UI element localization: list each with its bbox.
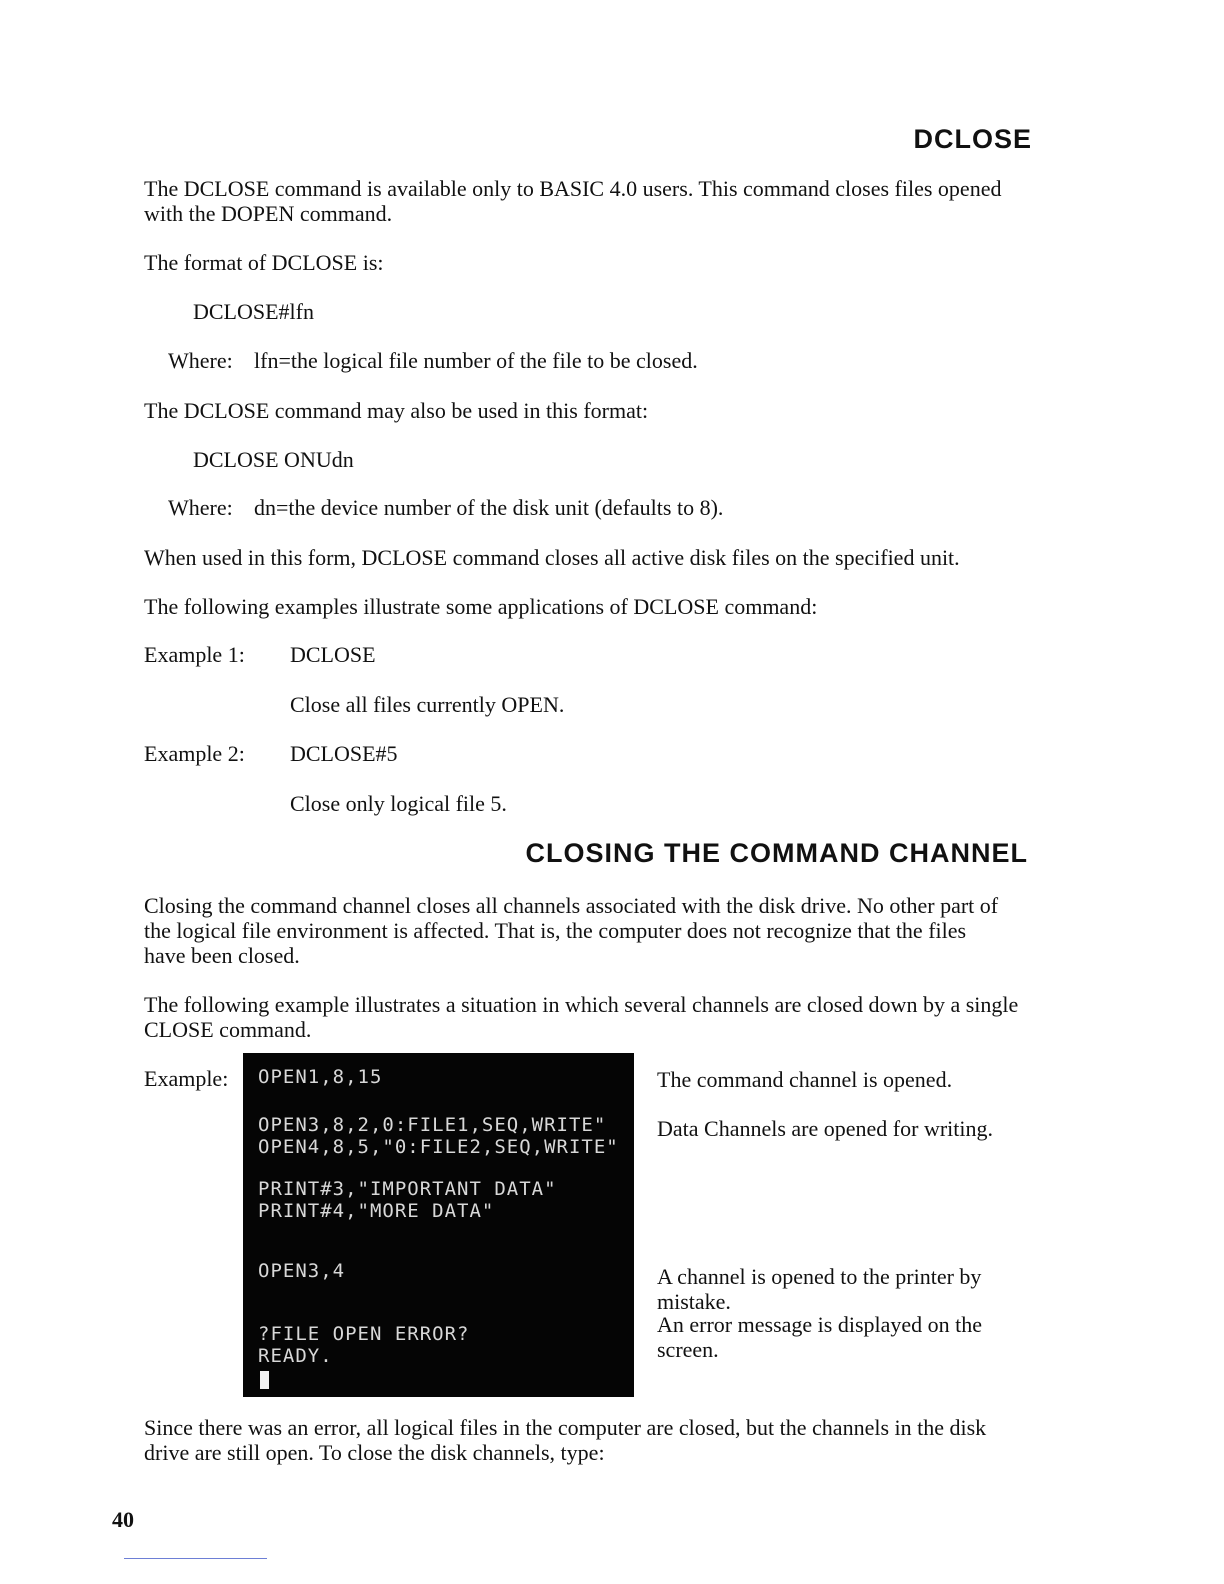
example-label: Example 2: bbox=[144, 741, 245, 766]
terminal-line: OPEN3,4 bbox=[258, 1260, 346, 1282]
where-label-1: Where: bbox=[168, 348, 233, 373]
example-label: Example 1: bbox=[144, 642, 245, 667]
where-text-2: dn=the device number of the disk unit (defaults to 8). bbox=[254, 495, 724, 520]
annotation: Data Channels are opened for writing. bbox=[657, 1116, 993, 1141]
annotation: An error message is displayed on the screen. bbox=[657, 1312, 983, 1362]
terminal-line: OPEN4,8,5,"0:FILE2,SEQ,WRITE" bbox=[258, 1136, 619, 1158]
example-description: Close all files currently OPEN. bbox=[290, 692, 565, 717]
format-syntax-2: DCLOSE ONUdn bbox=[193, 447, 354, 472]
examples-intro: The following examples illustrate some applications of DCLOSE command: bbox=[144, 594, 818, 619]
channel-paragraph: Closing the command channel closes all channels associated with the disk drive. No other part of the logical file environment is affected. That is, the computer does not recognize that the files have been closed. bbox=[144, 893, 999, 968]
example-label: Example: bbox=[144, 1066, 229, 1091]
footer-rule bbox=[124, 1558, 267, 1559]
closing-paragraph: Since there was an error, all logical files in the computer are closed, but the channels in the disk drive are still open. To close the disk channels, type: bbox=[144, 1415, 987, 1465]
terminal-line: OPEN1,8,15 bbox=[258, 1066, 383, 1088]
terminal-cursor bbox=[260, 1371, 269, 1389]
section-heading-command-channel: CLOSING THE COMMAND CHANNEL bbox=[525, 838, 1028, 868]
page-number: 40 bbox=[112, 1507, 134, 1532]
terminal-line: ?FILE OPEN ERROR? bbox=[258, 1323, 470, 1345]
intro-paragraph: The DCLOSE command is available only to BASIC 4.0 users. This command closes files opened with the DOPEN command. bbox=[144, 176, 1002, 226]
situation-paragraph: The following example illustrates a situation in which several channels are closed down by a single CLOSE command. bbox=[144, 992, 1019, 1042]
annotation: The command channel is opened. bbox=[657, 1067, 953, 1092]
annotation: A channel is opened to the printer by mistake. bbox=[657, 1264, 982, 1314]
example-description: Close only logical file 5. bbox=[290, 791, 507, 816]
terminal-line: READY. bbox=[258, 1345, 333, 1367]
format-syntax-1: DCLOSE#lfn bbox=[193, 299, 314, 324]
example-code: DCLOSE bbox=[290, 642, 376, 667]
terminal-line: PRINT#3,"IMPORTANT DATA" bbox=[258, 1178, 557, 1200]
format2-intro: The DCLOSE command may also be used in this format: bbox=[144, 398, 649, 423]
section-heading-dclose: DCLOSE bbox=[913, 124, 1032, 154]
terminal-screenshot bbox=[243, 1053, 634, 1397]
where-label-2: Where: bbox=[168, 495, 233, 520]
terminal-line: PRINT#4,"MORE DATA" bbox=[258, 1200, 495, 1222]
where-text-1: lfn=the logical file number of the file to be closed. bbox=[254, 348, 698, 373]
form-note: When used in this form, DCLOSE command closes all active disk files on the specified unit. bbox=[144, 545, 960, 570]
terminal-line: OPEN3,8,2,0:FILE1,SEQ,WRITE" bbox=[258, 1114, 607, 1136]
format-intro: The format of DCLOSE is: bbox=[144, 250, 384, 275]
example-code: DCLOSE#5 bbox=[290, 741, 398, 766]
